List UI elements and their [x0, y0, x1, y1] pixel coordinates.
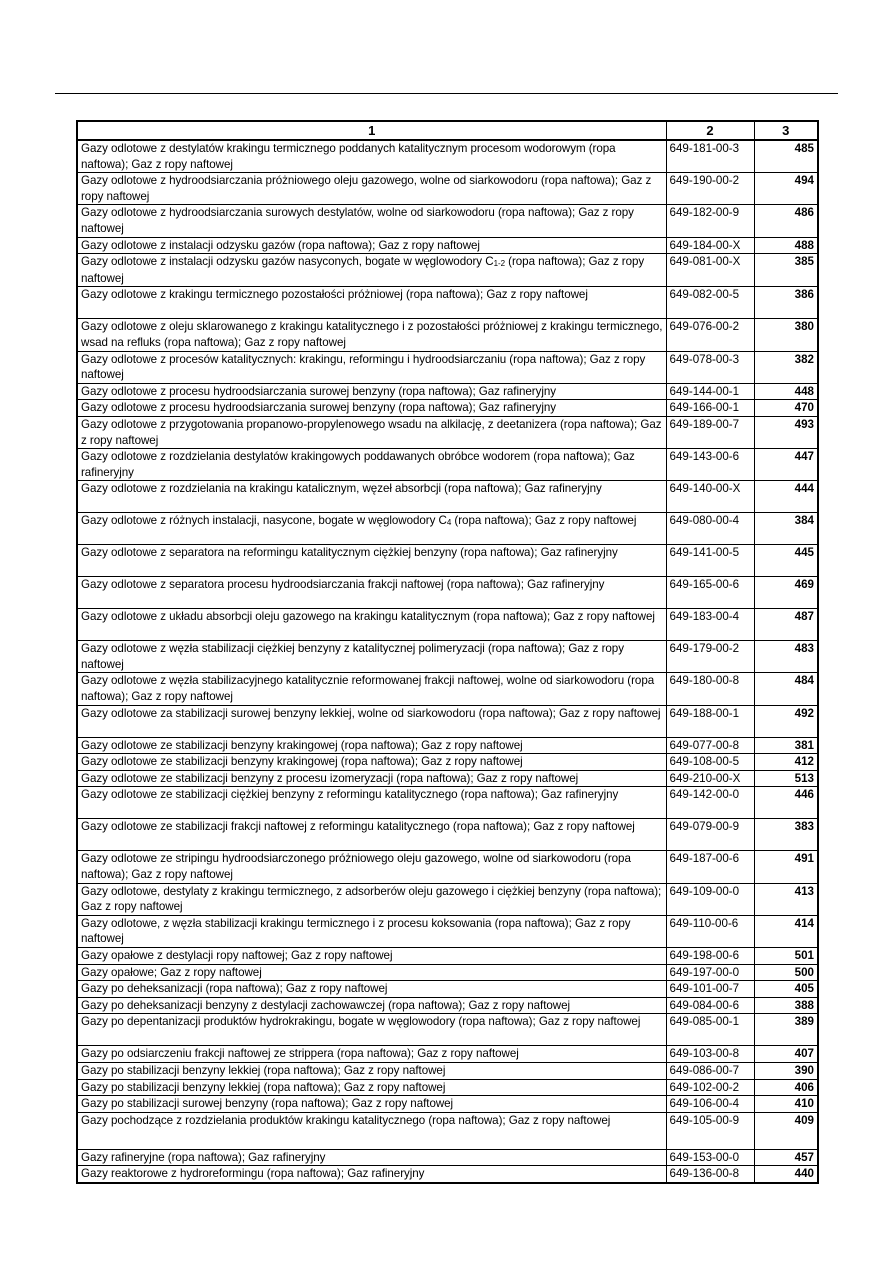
- table-row: [77, 545, 818, 577]
- table-row: [77, 915, 818, 947]
- table-row: [77, 1096, 818, 1113]
- header-rule: [55, 93, 838, 94]
- entry-number: 412: [754, 754, 818, 771]
- substance-name: Gazy odlotowe z rozdzielania na krakingu katalicznym, węzeł absorbcji (ropa naftowa); Gaz rafineryjny: [77, 481, 666, 513]
- entry-number: 445: [754, 545, 818, 577]
- table-row: [77, 705, 818, 737]
- table-row: [77, 205, 818, 237]
- substance-name: Gazy po depentanizacji produktów hydrokrakingu, bogate w węglowodory (ropa naftowa); Gaz z ropy naftowej: [77, 1014, 666, 1046]
- table-row: [77, 1079, 818, 1096]
- substance-name: Gazy odlotowe z hydroodsiarczania surowych destylatów, wolne od siarkowodoru (ropa naftowa); Gaz z ropy naftowej: [77, 205, 666, 237]
- substance-name: Gazy odlotowe ze stabilizacji frakcji naftowej z reformingu katalitycznego (ropa naftowa); Gaz z ropy naftowej: [77, 819, 666, 851]
- substance-name: Gazy odlotowe, z węzła stabilizacji krakingu termicznego i z procesu koksowania (ropa naftowa); Gaz z ropy naftowej: [77, 915, 666, 947]
- substance-name: Gazy odlotowe z oleju sklarowanego z krakingu katalitycznego i z pozostałości próżniowej z krakingu termicznego, wsad na refluks (ropa naftowa); Gaz z ropy naftowej: [77, 319, 666, 351]
- entry-number: 380: [754, 319, 818, 351]
- table-row: [77, 513, 818, 545]
- entry-number: 488: [754, 237, 818, 254]
- entry-number: 390: [754, 1062, 818, 1079]
- entry-number: 501: [754, 948, 818, 965]
- substance-name: Gazy pochodzące z rozdzielania produktów krakingu katalitycznego (ropa naftowa); Gaz z ropy naftowej: [77, 1112, 666, 1149]
- table-row: [77, 1062, 818, 1079]
- index-number: 649-079-00-9: [666, 819, 754, 851]
- entry-number: 487: [754, 609, 818, 641]
- index-number: 649-086-00-7: [666, 1062, 754, 1079]
- substance-name: [77, 254, 666, 287]
- substance-name: Gazy odlotowe z separatora na reformingu katalitycznym ciężkiej benzyny (ropa naftowa); Gaz rafineryjny: [77, 545, 666, 577]
- substance-name-subscript: 4: [446, 518, 452, 528]
- substance-name: Gazy opałowe; Gaz z ropy naftowej: [77, 964, 666, 981]
- index-number: 649-144-00-1: [666, 383, 754, 400]
- substance-name-part: (ropa naftowa); Gaz z ropy naftowej: [451, 514, 637, 528]
- substance-name: Gazy odlotowe za stabilizacji surowej benzyny lekkiej, wolne od siarkowodoru (ropa naftowa); Gaz z ropy naftowej: [77, 705, 666, 737]
- entry-number: 500: [754, 964, 818, 981]
- substance-name: Gazy odlotowe z hydroodsiarczania próżniowego oleju gazowego, wolne od siarkowodoru (ropa naftowa); Gaz z ropy naftowej: [77, 173, 666, 205]
- entry-number: 440: [754, 1166, 818, 1183]
- entry-number: 381: [754, 737, 818, 754]
- substance-name: Gazy odlotowe z węzła stabilizacyjnego katalitycznie reformowanej frakcji naftowej, wolne od siarkowodoru (ropa naftowa); Gaz z ropy naftowej: [77, 673, 666, 705]
- table-row: [77, 673, 818, 705]
- substance-name: Gazy odlotowe z destylatów krakingu termicznego poddanych katalitycznym procesom wodorowym (ropa naftowa); Gaz z ropy naftowej: [77, 140, 666, 173]
- index-number: 649-136-00-8: [666, 1166, 754, 1183]
- table-row: [77, 449, 818, 481]
- substance-name: Gazy opałowe z destylacji ropy naftowej; Gaz z ropy naftowej: [77, 948, 666, 965]
- entry-number: 457: [754, 1149, 818, 1166]
- index-number: 649-181-00-3: [666, 140, 754, 173]
- index-number: 649-183-00-4: [666, 609, 754, 641]
- index-number: 649-179-00-2: [666, 641, 754, 673]
- table-row: [77, 981, 818, 998]
- entry-number: 484: [754, 673, 818, 705]
- table-row: [77, 609, 818, 641]
- column-header-3: 3: [754, 121, 818, 140]
- entry-number: 386: [754, 287, 818, 319]
- table-row: [77, 140, 818, 173]
- substance-name: Gazy odlotowe z rozdzielania destylatów krakingowych poddawanych obróbce wodorem (ropa naftowa); Gaz rafineryjny: [77, 449, 666, 481]
- table-row: [77, 400, 818, 417]
- index-number: 649-182-00-9: [666, 205, 754, 237]
- entry-number: 407: [754, 1046, 818, 1063]
- substance-name: Gazy po odsiarczeniu frakcji naftowej ze strippera (ropa naftowa); Gaz z ropy naftowej: [77, 1046, 666, 1063]
- index-number: 649-078-00-3: [666, 351, 754, 383]
- substance-name: Gazy odlotowe z procesu hydroodsiarczania surowej benzyny (ropa naftowa); Gaz rafineryjny: [77, 383, 666, 400]
- index-number: 649-184-00-X: [666, 237, 754, 254]
- substance-name-part: (ropa naftowa); Gaz z ropy naftowej: [81, 255, 645, 285]
- substance-name: Gazy odlotowe z układu absorbcji oleju gazowego na krakingu katalitycznym (ropa naftowa); Gaz z ropy naftowej: [77, 609, 666, 641]
- table-row: [77, 383, 818, 400]
- index-number: 649-084-00-6: [666, 997, 754, 1014]
- substance-name: [77, 513, 666, 545]
- table-row: [77, 851, 818, 883]
- table-row: [77, 319, 818, 351]
- entry-number: 414: [754, 915, 818, 947]
- substance-name: Gazy odlotowe ze stabilizacji benzyny krakingowej (ropa naftowa); Gaz z ropy naftowej: [77, 737, 666, 754]
- table-row: [77, 1149, 818, 1166]
- table-row: [77, 770, 818, 787]
- table-row: [77, 287, 818, 319]
- substance-name: Gazy odlotowe ze stabilizacji ciężkiej benzyny z reformingu katalitycznego (ropa naftowa); Gaz rafineryjny: [77, 787, 666, 819]
- entry-number: 413: [754, 883, 818, 915]
- entry-number: 493: [754, 416, 818, 448]
- entry-number: 448: [754, 383, 818, 400]
- column-header-2: 2: [666, 121, 754, 140]
- table-row: [77, 173, 818, 205]
- substance-name: Gazy odlotowe z przygotowania propanowo-propylenowego wsadu na alkilację, z deetanizera (ropa naftowa); Gaz z ropy naftowej: [77, 416, 666, 448]
- index-number: 649-210-00-X: [666, 770, 754, 787]
- index-number: 649-190-00-2: [666, 173, 754, 205]
- table-row: [77, 964, 818, 981]
- entry-number: 491: [754, 851, 818, 883]
- entry-number: 483: [754, 641, 818, 673]
- index-number: 649-180-00-8: [666, 673, 754, 705]
- index-number: 649-198-00-6: [666, 948, 754, 965]
- table-row: [77, 1112, 818, 1149]
- index-number: 649-188-00-1: [666, 705, 754, 737]
- substance-name: Gazy odlotowe z procesów katalitycznych: krakingu, reformingu i hydroodsiarczaniu (ropa naftowa); Gaz z ropy naftowej: [77, 351, 666, 383]
- entry-number: 406: [754, 1079, 818, 1096]
- entry-number: 492: [754, 705, 818, 737]
- entry-number: 494: [754, 173, 818, 205]
- table-row: [77, 237, 818, 254]
- table-row: [77, 787, 818, 819]
- substance-table: [76, 120, 819, 1184]
- index-number: 649-081-00-X: [666, 254, 754, 287]
- entry-number: 385: [754, 254, 818, 287]
- index-number: 649-153-00-0: [666, 1149, 754, 1166]
- index-number: 649-085-00-1: [666, 1014, 754, 1046]
- substance-name: Gazy odlotowe ze stabilizacji benzyny z procesu izomeryzacji (ropa naftowa); Gaz z ropy naftowej: [77, 770, 666, 787]
- index-number: 649-189-00-7: [666, 416, 754, 448]
- index-number: 649-101-00-7: [666, 981, 754, 998]
- table-row: [77, 737, 818, 754]
- table-row: [77, 416, 818, 448]
- entry-number: 384: [754, 513, 818, 545]
- table-row: [77, 641, 818, 673]
- table-header-row: [77, 121, 818, 140]
- table-row: [77, 997, 818, 1014]
- entry-number: 444: [754, 481, 818, 513]
- index-number: 649-110-00-6: [666, 915, 754, 947]
- substance-name: Gazy reaktorowe z hydroreformingu (ropa naftowa); Gaz rafineryjny: [77, 1166, 666, 1183]
- index-number: 649-082-00-5: [666, 287, 754, 319]
- table-row: [77, 1046, 818, 1063]
- entry-number: 469: [754, 577, 818, 609]
- table-row: [77, 819, 818, 851]
- substance-name: Gazy rafineryjne (ropa naftowa); Gaz rafineryjny: [77, 1149, 666, 1166]
- entry-number: 410: [754, 1096, 818, 1113]
- table-body: [77, 140, 818, 1183]
- entry-number: 382: [754, 351, 818, 383]
- index-number: 649-197-00-0: [666, 964, 754, 981]
- table-row: [77, 351, 818, 383]
- entry-number: 485: [754, 140, 818, 173]
- entry-number: 388: [754, 997, 818, 1014]
- index-number: 649-103-00-8: [666, 1046, 754, 1063]
- substance-name-subscript: 1-2: [493, 259, 505, 269]
- index-number: 649-140-00-X: [666, 481, 754, 513]
- substance-name: Gazy po stabilizacji benzyny lekkiej (ropa naftowa); Gaz z ropy naftowej: [77, 1062, 666, 1079]
- index-number: 649-080-00-4: [666, 513, 754, 545]
- table-row: [77, 577, 818, 609]
- table-row: [77, 754, 818, 771]
- table-row: [77, 948, 818, 965]
- entry-number: 447: [754, 449, 818, 481]
- index-number: 649-142-00-0: [666, 787, 754, 819]
- entry-number: 409: [754, 1112, 818, 1149]
- index-number: 649-165-00-6: [666, 577, 754, 609]
- substance-name-part: Gazy odlotowe z instalacji odzysku gazów nasyconych, bogate w węglowodory C: [81, 255, 494, 269]
- entry-number: 513: [754, 770, 818, 787]
- entry-number: 470: [754, 400, 818, 417]
- substance-name: Gazy po deheksanizacji benzyny z destylacji zachowawczej (ropa naftowa); Gaz z ropy naftowej: [77, 997, 666, 1014]
- substance-name: Gazy odlotowe z procesu hydroodsiarczania surowej benzyny (ropa naftowa); Gaz rafineryjny: [77, 400, 666, 417]
- substance-name: Gazy odlotowe ze stripingu hydroodsiarczonego próżniowego oleju gazowego, wolne od siarkowodoru (ropa naftowa); Gaz z ropy naftowej: [77, 851, 666, 883]
- index-number: 649-143-00-6: [666, 449, 754, 481]
- entry-number: 383: [754, 819, 818, 851]
- index-number: 649-109-00-0: [666, 883, 754, 915]
- substance-name: Gazy odlotowe z separatora procesu hydroodsiarczania frakcji naftowej (ropa naftowa); Gaz rafineryjny: [77, 577, 666, 609]
- index-number: 649-166-00-1: [666, 400, 754, 417]
- index-number: 649-077-00-8: [666, 737, 754, 754]
- table-row: [77, 1166, 818, 1183]
- index-number: 649-187-00-6: [666, 851, 754, 883]
- substance-name-part: Gazy odlotowe z różnych instalacji, nasycone, bogate w węglowodory C: [81, 514, 447, 528]
- substance-name: Gazy odlotowe z węzła stabilizacji ciężkiej benzyny z katalitycznej polimeryzacji (ropa naftowa); Gaz z ropy naftowej: [77, 641, 666, 673]
- substance-name: Gazy po stabilizacji surowej benzyny (ropa naftowa); Gaz z ropy naftowej: [77, 1096, 666, 1113]
- index-number: 649-141-00-5: [666, 545, 754, 577]
- entry-number: 405: [754, 981, 818, 998]
- substance-name: Gazy odlotowe z instalacji odzysku gazów (ropa naftowa); Gaz z ropy naftowej: [77, 237, 666, 254]
- index-number: 649-076-00-2: [666, 319, 754, 351]
- table-row: [77, 883, 818, 915]
- entry-number: 389: [754, 1014, 818, 1046]
- entry-number: 486: [754, 205, 818, 237]
- column-header-1: 1: [77, 121, 666, 140]
- index-number: 649-102-00-2: [666, 1079, 754, 1096]
- table-row: [77, 481, 818, 513]
- index-number: 649-106-00-4: [666, 1096, 754, 1113]
- substance-name: Gazy po deheksanizacji (ropa naftowa); Gaz z ropy naftowej: [77, 981, 666, 998]
- index-number: 649-105-00-9: [666, 1112, 754, 1149]
- index-number: 649-108-00-5: [666, 754, 754, 771]
- substance-name: Gazy odlotowe z krakingu termicznego pozostałości próżniowej (ropa naftowa); Gaz z ropy naftowej: [77, 287, 666, 319]
- table-row: [77, 1014, 818, 1046]
- table-row: [77, 254, 818, 287]
- substance-name: Gazy po stabilizacji benzyny lekkiej (ropa naftowa); Gaz z ropy naftowej: [77, 1079, 666, 1096]
- substance-name: Gazy odlotowe ze stabilizacji benzyny krakingowej (ropa naftowa); Gaz z ropy naftowej: [77, 754, 666, 771]
- entry-number: 446: [754, 787, 818, 819]
- substance-name: Gazy odlotowe, destylaty z krakingu termicznego, z adsorberów oleju gazowego i ciężkiej benzyny (ropa naftowa); Gaz z ropy naftowej: [77, 883, 666, 915]
